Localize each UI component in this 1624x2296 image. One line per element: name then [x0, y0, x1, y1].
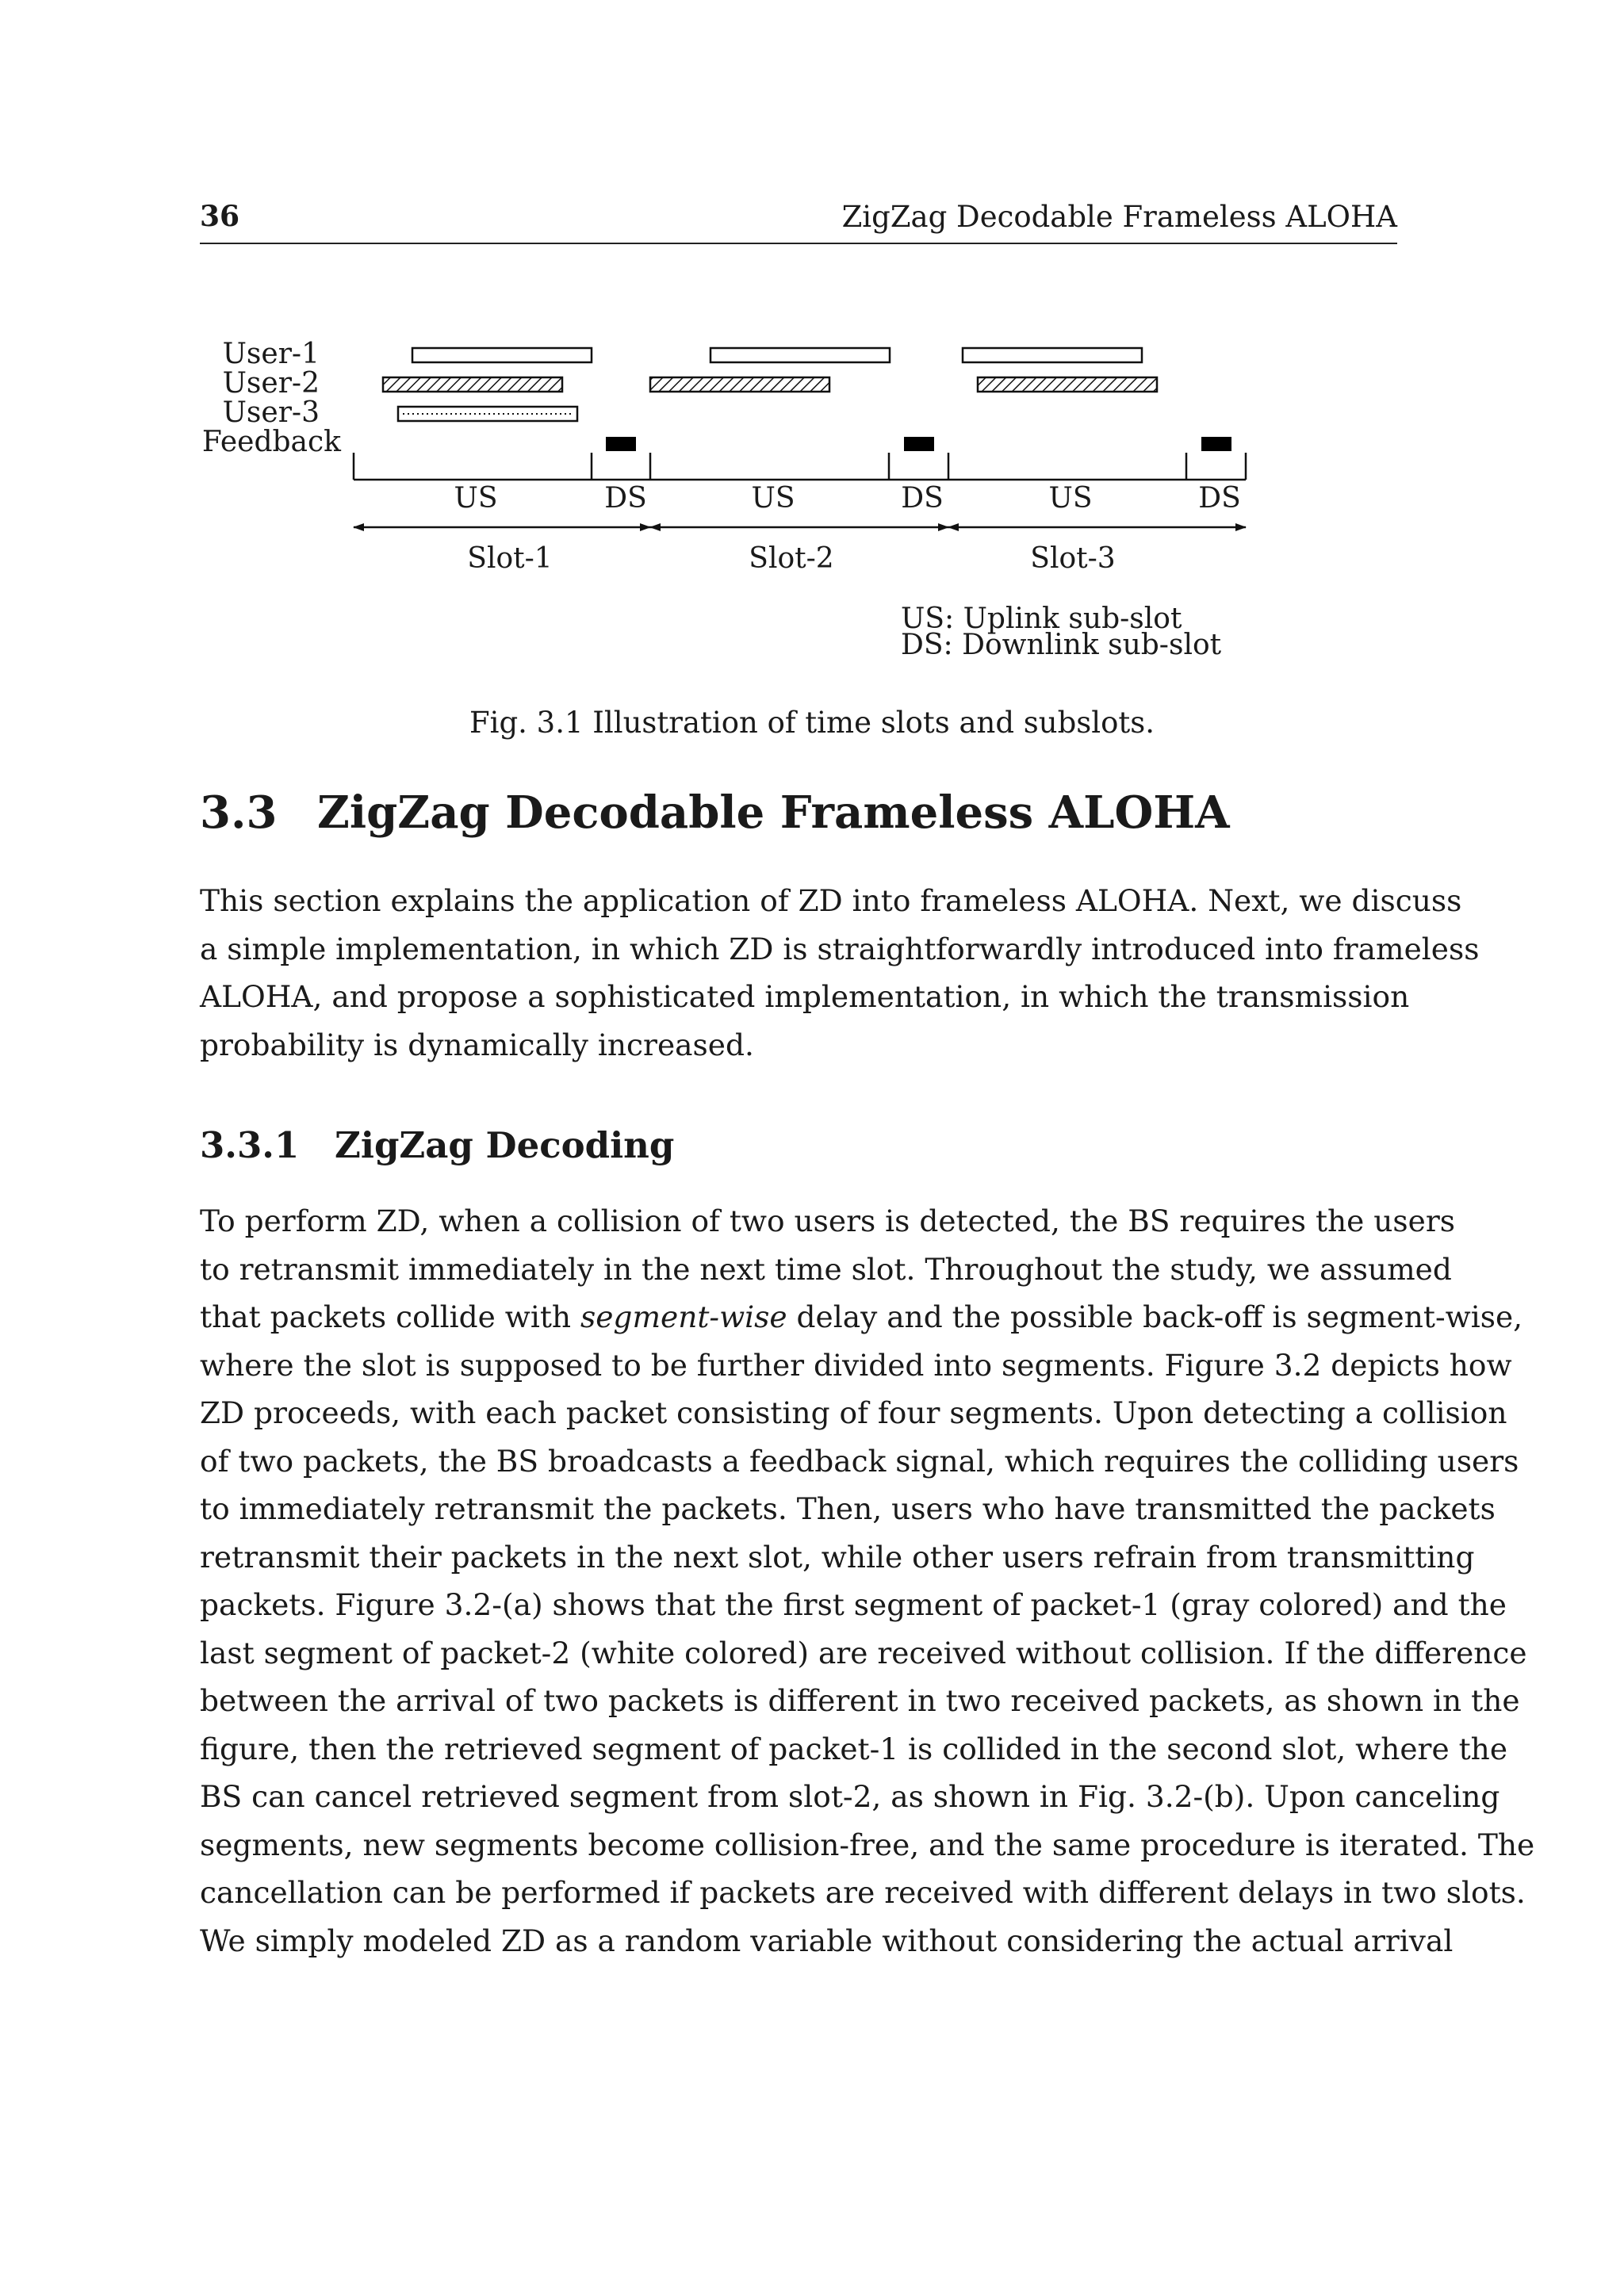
paragraph-line: To perform ZD, when a collision of two users is detected, the BS requires the users [200, 1203, 1456, 1238]
line-text-after: delay and the possible back-off is segment-wise, [787, 1299, 1523, 1334]
paragraph-line: where the slot is supposed to be further divided into segments. Figure 3.2 depicts how [200, 1347, 1512, 1383]
row-label-user-1: User-1 [222, 338, 320, 370]
section-number: 3.3 [200, 786, 278, 839]
legend-ds: DS: Downlink sub-slot [901, 629, 1222, 661]
user-1-packet-slot-2 [710, 348, 890, 362]
section-heading [200, 786, 1230, 839]
section-intro-paragraph [200, 877, 1480, 1069]
paragraph-line: This section explains the application of ZD into frameless ALOHA. Next, we discuss [200, 883, 1462, 918]
row-label-feedback: Feedback [201, 426, 341, 458]
feedback-block-slot-1 [606, 437, 636, 451]
figure-caption: Fig. 3.1 Illustration of time slots and subslots. [469, 706, 1155, 740]
emphasis-segment-wise: segment-wise [580, 1299, 787, 1334]
page-number: 36 [200, 200, 240, 233]
paragraph-line: of two packets, the BS broadcasts a feedback signal, which requires the colliding users [200, 1443, 1519, 1479]
row-label-user-2: User-2 [222, 367, 320, 400]
paragraph-line: figure, then the retrieved segment of packet-1 is collided in the second slot, where the [200, 1731, 1508, 1766]
figure-time-slots [0, 0, 1624, 714]
slot-label-3: Slot-3 [1030, 542, 1116, 575]
user-2-packet-slot-1 [383, 377, 562, 392]
user-2-packet-slot-2 [650, 377, 829, 392]
subsection-number: 3.3.1 [200, 1124, 300, 1166]
paragraph-line: We simply modeled ZD as a random variable without considering the actual arrival [200, 1923, 1454, 1958]
paragraph-line: to immediately retransmit the packets. Then, users who have transmitted the packets [200, 1491, 1496, 1526]
paragraph-line: retransmit their packets in the next slot, while other users refrain from transmitting [200, 1539, 1475, 1575]
paragraph-line: packets. Figure 3.2-(a) shows that the first segment of packet-1 (gray colored) and the [200, 1587, 1507, 1622]
running-title: ZigZag Decodable Frameless ALOHA [841, 200, 1397, 234]
paragraph-line: segments, new segments become collision-free, and the same procedure is iterated. The [200, 1827, 1535, 1862]
paragraph-line: BS can cancel retrieved segment from slot-2, as shown in Fig. 3.2-(b). Upon canceling [200, 1779, 1500, 1814]
feedback-block-slot-2 [904, 437, 934, 451]
paragraph-line: a simple implementation, in which ZD is straightforwardly introduced into frameless [200, 931, 1480, 966]
subslot-label-us-2: US [751, 482, 795, 515]
user-2-packet-slot-3 [978, 377, 1157, 392]
subsection-title: ZigZag Decoding [335, 1124, 675, 1166]
user-1-packet-slot-3 [963, 348, 1142, 362]
paragraph-line: cancellation can be performed if packets are received with different delays in two slots. [200, 1875, 1526, 1910]
zigzag-decoding-paragraph [200, 1197, 1535, 1965]
row-label-user-3: User-3 [222, 396, 320, 429]
paragraph-line: probability is dynamically increased. [200, 1027, 754, 1062]
section-title: ZigZag Decodable Frameless ALOHA [317, 786, 1230, 839]
paragraph-line: to retransmit immediately in the next time slot. Throughout the study, we assumed [200, 1251, 1452, 1287]
user-1-packet-slot-1 [412, 348, 592, 362]
paragraph-line: between the arrival of two packets is different in two received packets, as shown in the [200, 1683, 1520, 1718]
feedback-block-slot-3 [1201, 437, 1231, 451]
slot-label-1: Slot-1 [467, 542, 553, 575]
slot-label-2: Slot-2 [749, 542, 834, 575]
subslot-label-us-1: US [454, 482, 498, 515]
subslot-label-us-3: US [1048, 482, 1093, 515]
line-text-before: that packets collide with [200, 1299, 580, 1334]
subslot-label-ds-3: DS [1198, 482, 1241, 515]
paragraph-line: ALOHA, and propose a sophisticated implementation, in which the transmission [200, 979, 1410, 1014]
paragraph-line-with-emphasis [200, 1293, 1523, 1341]
paragraph-line: last segment of packet-2 (white colored) are received without collision. If the difference [200, 1635, 1527, 1670]
time-slot-diagram [0, 0, 1624, 714]
time-axis [354, 453, 1246, 480]
paragraph-line: ZD proceeds, with each packet consisting of four segments. Upon detecting a collision [200, 1395, 1507, 1430]
subsection-heading [200, 1124, 674, 1166]
legend-us: US: Uplink sub-slot [901, 603, 1182, 635]
subslot-label-ds-2: DS [901, 482, 944, 515]
subslot-label-ds-1: DS [604, 482, 647, 515]
